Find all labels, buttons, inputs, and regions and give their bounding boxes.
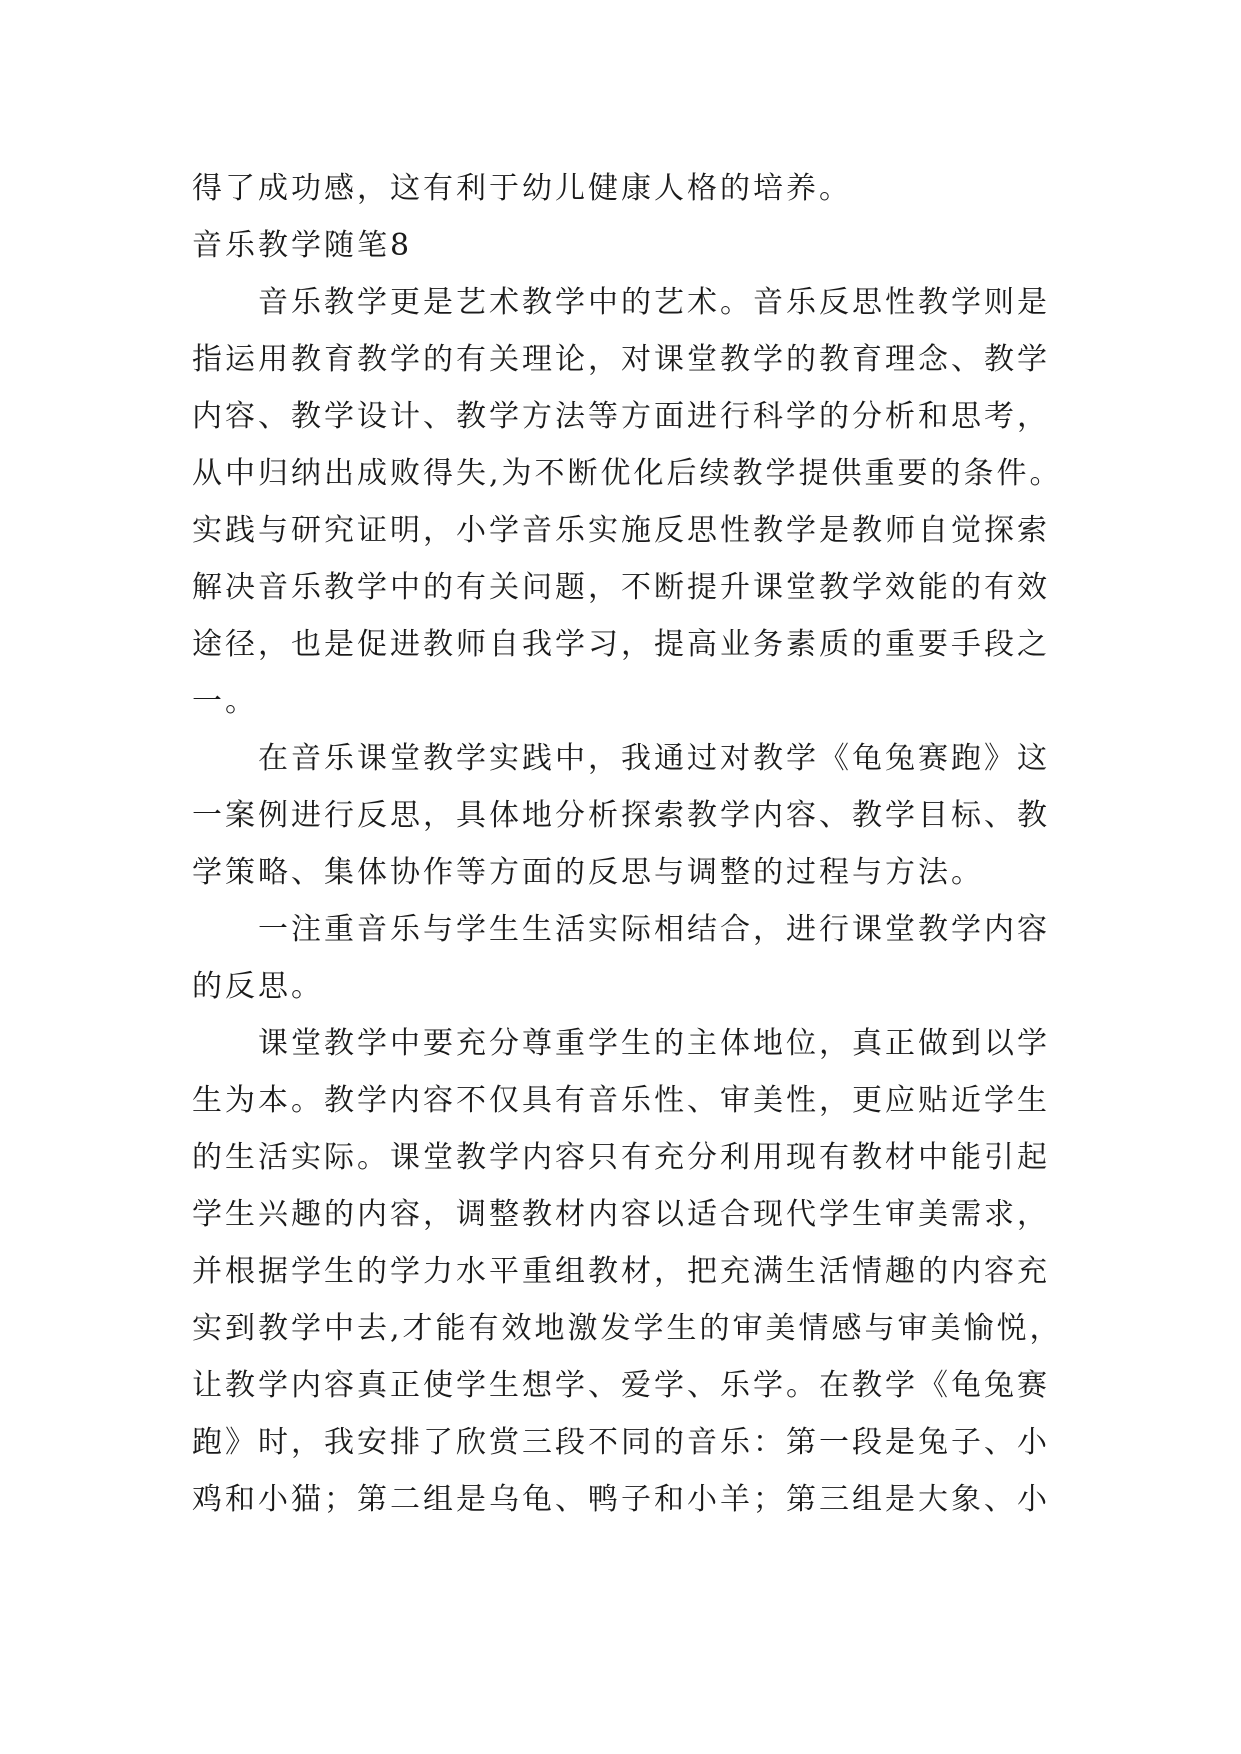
text-line: 一。: [192, 684, 258, 719]
text-line: 音乐教学更是艺术教学中的艺术。音乐反思性教学则是: [258, 285, 1050, 320]
text-line: 课堂教学中要充分尊重学生的主体地位，真正做到以学: [258, 1026, 1050, 1061]
text-line: 在音乐课堂教学实践中，我通过对教学《龟兔赛跑》这: [258, 741, 1050, 776]
text-line: 学生兴趣的内容，调整教材内容以适合现代学生审美需求，: [192, 1197, 1050, 1232]
text-line: 从中归纳出成败得失,为不断优化后续教学提供重要的条件。: [192, 456, 1063, 491]
text-line: 学策略、集体协作等方面的反思与调整的过程与方法。: [192, 855, 984, 890]
text-line: 的反思。: [192, 969, 324, 1004]
text-line: 实践与研究证明，小学音乐实施反思性教学是教师自觉探索: [192, 513, 1050, 548]
section-heading: 音乐教学随笔8: [192, 228, 413, 263]
document-body: [192, 160, 1063, 1528]
text-line: 让教学内容真正使学生想学、爱学、乐学。在教学《龟兔赛: [192, 1368, 1050, 1403]
text-line: 一案例进行反思，具体地分析探索教学内容、教学目标、教: [192, 798, 1050, 833]
text-line: 解决音乐教学中的有关问题，不断提升课堂教学效能的有效: [192, 570, 1050, 605]
text-line: 鸡和小猫；第二组是乌龟、鸭子和小羊；第三组是大象、小: [192, 1482, 1050, 1517]
text-line: 得了成功感，这有利于幼儿健康人格的培养。: [192, 171, 852, 206]
text-line: 指运用教育教学的有关理论，对课堂教学的教育理念、教学: [192, 342, 1050, 377]
text-line: 生为本。教学内容不仅具有音乐性、审美性，更应贴近学生: [192, 1083, 1050, 1118]
text-line: 内容、教学设计、教学方法等方面进行科学的分析和思考，: [192, 399, 1050, 434]
text-line: 的生活实际。课堂教学内容只有充分利用现有教材中能引起: [192, 1140, 1050, 1175]
text-line: 一注重音乐与学生生活实际相结合，进行课堂教学内容: [258, 912, 1050, 947]
text-line: 实到教学中去,才能有效地激发学生的审美情感与审美愉悦，: [192, 1311, 1063, 1346]
text-line: 途径，也是促进教师自我学习，提高业务素质的重要手段之: [192, 627, 1050, 662]
text-line: 跑》时，我安排了欣赏三段不同的音乐：第一段是兔子、小: [192, 1425, 1050, 1460]
text-line: 并根据学生的学力水平重组教材，把充满生活情趣的内容充: [192, 1254, 1050, 1289]
